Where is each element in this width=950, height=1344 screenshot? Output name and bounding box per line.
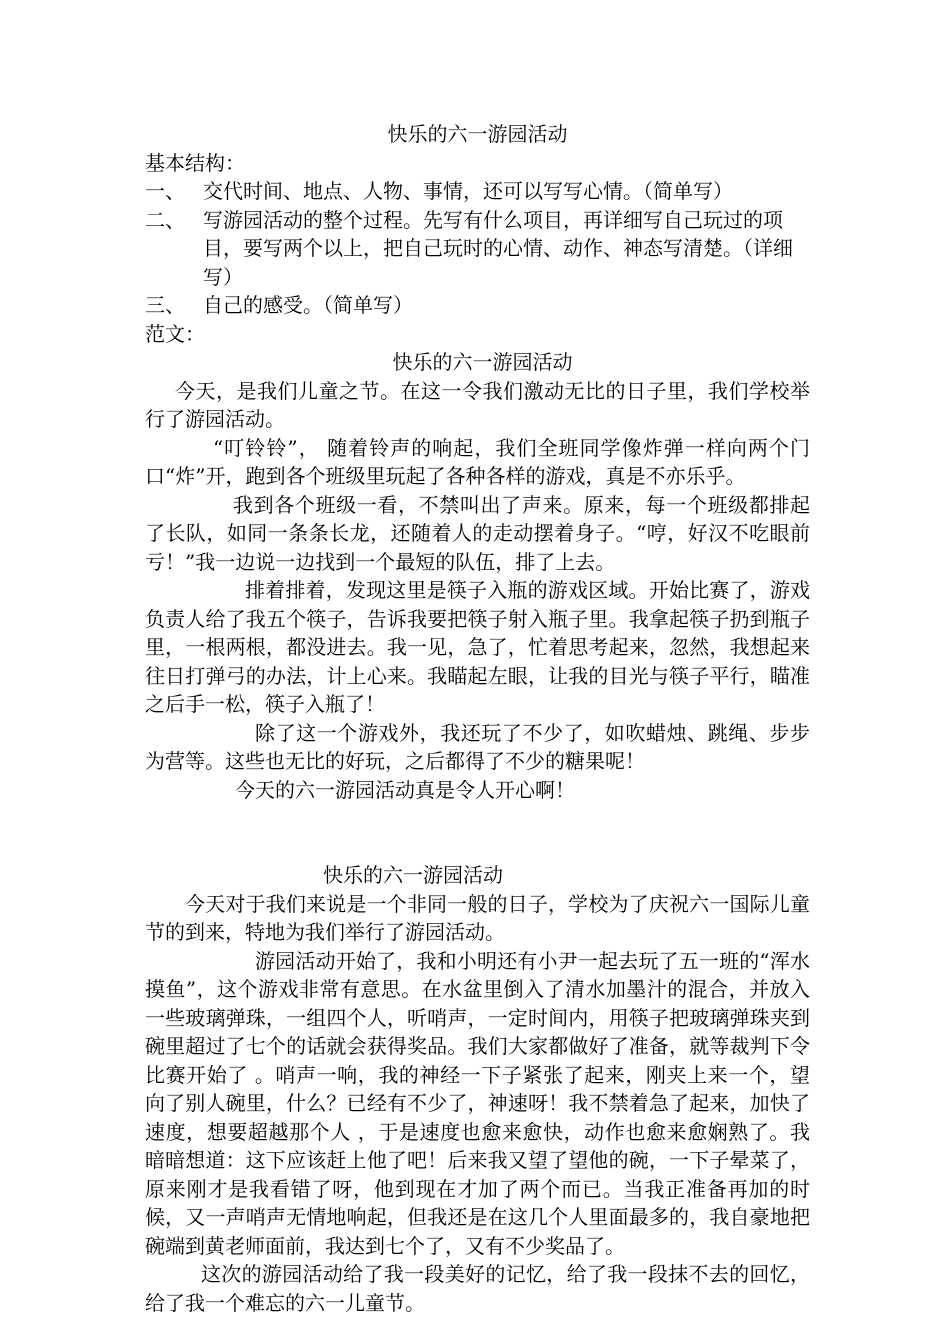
structure-item-number: 二、 — [145, 207, 185, 232]
structure-item-text: 写游园活动的整个过程。先写有什么项目，再详细写自己玩过的项目，要写两个以上，把自己玩时的心情、动作、神态写清楚。（详细写） — [203, 207, 793, 289]
essay-1-paragraph: 今天，是我们儿童之节。在这一令我们激动无比的日子里，我们学校举行了游园活动。 — [145, 378, 810, 431]
spacer — [145, 804, 810, 861]
essay-1-paragraph: 我到各个班级一看，不禁叫出了声来。原来，每一个班级都排起了长队，如同一条条长龙，还随着人的走动摆着身子。“哼，好汉不吃眼前亏！”我一边说一边找到一个最短的队伍，排了上去。 — [145, 492, 810, 574]
essay-2-title: 快乐的六一游园活动 — [323, 863, 503, 887]
essay-2-paragraph: 这次的游园活动给了我一段美好的记忆，给了我一段抹不去的回忆，给了我一个难忘的六一儿童节。 — [145, 1262, 810, 1315]
essay-1-paragraph: 除了这一个游戏外，我还玩了不少了，如吹蜡烛、跳绳、步步为营等。这些也无比的好玩，之后都得了不少的糖果呢！ — [145, 720, 810, 773]
essay-1-paragraph: 今天的六一游园活动真是令人开心啊！ — [235, 777, 575, 802]
structure-item-1 — [145, 177, 810, 206]
structure-item-text: 交代时间、地点、人物、事情，还可以写写心情。（简单写） — [203, 179, 733, 203]
essay-1-title: 快乐的六一游园活动 — [392, 350, 573, 374]
essay-1-paragraph: “叮铃铃”， 随着铃声的响起，我们全班同学像炸弹一样向两个门口“炸”开，跑到各个班级里玩起了各种各样的游戏，真是不亦乐乎。 — [145, 435, 810, 488]
structure-item-number: 一、 — [145, 179, 185, 203]
structure-heading: 基本结构： — [145, 150, 245, 175]
essay-2-paragraph: 今天对于我们来说是一个非同一般的日子，学校为了庆祝六一国际儿童节的到来，特地为我们举行了游园活动。 — [145, 891, 810, 944]
structure-item-2 — [145, 206, 810, 292]
example-heading: 范文： — [145, 321, 205, 346]
essay-1-paragraph: 排着排着，发现这里是筷子入瓶的游戏区域。开始比赛了，游戏负责人给了我五个筷子，告诉我要把筷子射入瓶子里。我拿起筷子扔到瓶子里，一根两根，都没进去。我一见，急了，忙着思考起来，忽然，我想起来往日打弹弓的办法，计上心来。我瞄起左眼，让我的目光与筷子平行，瞄准之后手一松，筷子入瓶了！ — [145, 578, 810, 716]
document-page — [145, 120, 810, 1317]
essay-2-paragraph: 游园活动开始了，我和小明还有小尹一起去玩了五一班的“浑水摸鱼”，这个游戏非常有意思。在水盆里倒入了清水加墨汁的混合，并放入一些玻璃弹珠，一组四个人，听哨声，一定时间内，用筷子把玻璃弹珠夹到碗里超过了七个的话就会获得奖品。我们大家都做好了准备，就等裁判下令比赛开始了 。哨声一响，我的神经一下子紧张了起来，刚夹上来一个，望向了别人碗里，什么？已经有不少了，神速呀！我不禁着急了起来，加快了速度，想要超越那个人 ，于是速度也愈来愈快，动作也愈来愈娴熟了。我暗暗想道：这下应该赶上他了吧！后来我又望了望他的碗，一下子晕菜了，原来刚才是我看错了呀，他到现在才加了两个而已。当我正准备再加的时候，又一声哨声无情地响起，但我还是在这几个人里面最多的，我自豪地把碗端到黄老师面前，我达到七个了，又有不少奖品了。 — [145, 948, 810, 1258]
structure-item-number: 三、 — [145, 293, 185, 317]
structure-item-text: 自己的感受。（简单写） — [203, 293, 413, 317]
structure-item-3 — [145, 291, 810, 320]
document-title: 快乐的六一游园活动 — [387, 122, 568, 146]
